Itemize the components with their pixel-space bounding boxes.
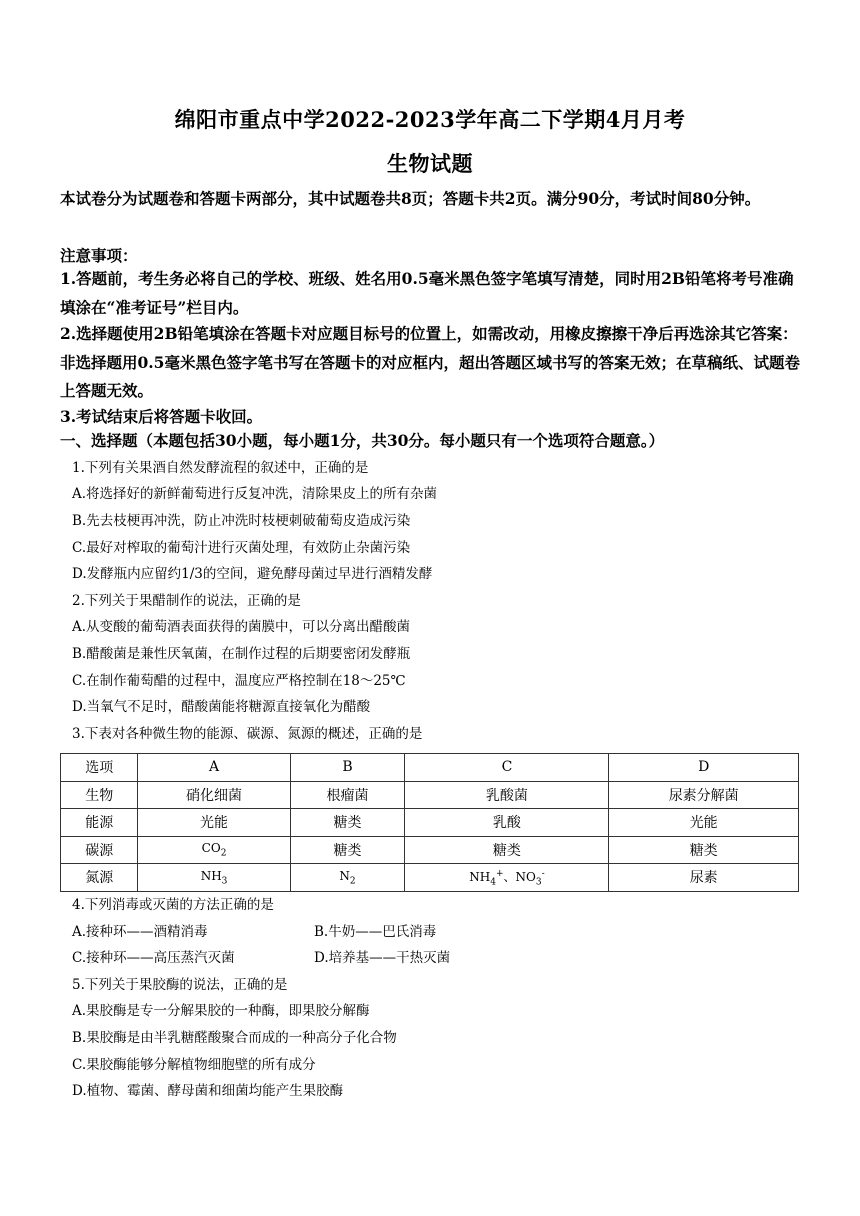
note-2: 2.选择题使用2B铅笔填涂在答题卡对应题目标号的位置上，如需改动，用橡皮擦擦干净后再选涂其它答案：非选择题用0.5毫米黑色签字笔书写在答题卡的对应框内，超出答题区域书写的答案无效；在草稿纸、试题卷上答题无效。 (60, 324, 800, 400)
question-2-stem: 2.下列关于果醋制作的说法，正确的是 (72, 593, 301, 609)
table-row (61, 754, 799, 782)
question-5-option-d: D.植物、霉菌、酵母菌和细菌均能产生果胶酶 (72, 1083, 344, 1099)
table-cell: 糖类 (405, 836, 609, 864)
formula-text: CO (201, 841, 221, 856)
question-2-option-c: C.在制作葡萄醋的过程中，温度应严格控制在18～25℃ (72, 673, 406, 689)
table-cell: 选项 (61, 754, 138, 782)
exam-title: 绵阳市重点中学2022-2023学年高二下学期4月月考 (174, 107, 686, 132)
question-4-option-c: C.接种环——高压蒸汽灭菌 (72, 950, 235, 966)
table-cell: B (290, 754, 405, 782)
formula-superscript: - (541, 868, 545, 879)
question-4-option-a: A.接种环——酒精消毒 (72, 924, 208, 940)
question-1-option-a: A.将选择好的新鲜葡萄进行反复冲洗，清除果皮上的所有杂菌 (72, 486, 438, 502)
formula-subscript: 3 (221, 875, 228, 886)
formula-subscript: 4 (490, 876, 496, 887)
table-row (61, 864, 799, 892)
question-5-option-b: B.果胶酶是由半乳糖醛酸聚合而成的一种高分子化合物 (72, 1030, 397, 1046)
question-1-option-b: B.先去枝梗再冲洗，防止冲洗时枝梗刺破葡萄皮造成污染 (72, 513, 411, 529)
notes-heading: 注意事项： (60, 246, 138, 265)
table-cell: 乳酸 (405, 809, 609, 837)
question-1-option-d: D.发酵瓶内应留约1/3的空间，避免酵母菌过早进行酒精发酵 (72, 566, 433, 582)
exam-subtitle: 生物试题 (387, 151, 473, 176)
question-3-stem: 3.下表对各种微生物的能源、碳源、氮源的概述，正确的是 (72, 726, 423, 742)
table-row (61, 809, 799, 837)
table-cell: 糖类 (290, 809, 405, 837)
question-2-option-b: B.醋酸菌是兼性厌氧菌，在制作过程的后期要密闭发酵瓶 (72, 646, 411, 662)
table-cell (290, 864, 405, 892)
section-heading: 一、选择题（本题包括30小题，每小题1分，共30分。每小题只有一个选项符合题意。） (60, 431, 665, 450)
formula-text: NH (200, 868, 222, 883)
formula-text: N (339, 868, 350, 883)
question-5-stem: 5.下列关于果胶酶的说法，正确的是 (72, 977, 288, 993)
question-2-option-a: A.从变酸的葡萄酒表面获得的菌膜中，可以分离出醋酸菌 (72, 619, 411, 635)
table-cell: 光能 (138, 809, 290, 837)
question-5-option-a: A.果胶酶是专一分解果胶的一种酶，即果胶分解酶 (72, 1003, 370, 1019)
formula-subscript: 3 (535, 876, 542, 887)
table-cell (138, 864, 290, 892)
question-4-stem: 4.下列消毒或灭菌的方法正确的是 (72, 897, 274, 913)
table-cell: 硝化细菌 (138, 781, 290, 809)
table-cell (138, 836, 290, 864)
table-cell: 光能 (609, 809, 799, 837)
question-4-option-b: B.牛奶——巴氏消毒 (314, 924, 437, 940)
table-row (61, 836, 799, 864)
table-cell: 乳酸菌 (405, 781, 609, 809)
table-cell: 尿素 (609, 864, 799, 892)
question-5-option-c: C.果胶酶能够分解植物细胞壁的所有成分 (72, 1057, 316, 1073)
table-cell: C (405, 754, 609, 782)
table-cell: 根瘤菌 (290, 781, 405, 809)
table-cell: D (609, 754, 799, 782)
table-cell: 氮源 (61, 864, 138, 892)
note-1: 1.答题前，考生务必将自己的学校、班级、姓名用0.5毫米黑色签字笔填写清楚，同时用2B铅笔将考号准确填涂在“准考证号”栏目内。 (60, 269, 794, 317)
table-cell: 糖类 (609, 836, 799, 864)
table-row (61, 781, 799, 809)
question-1-option-c: C.最好对榨取的葡萄汁进行灭菌处理，有效防止杂菌污染 (72, 540, 411, 556)
formula-text: NH (469, 869, 491, 884)
question-1-stem: 1.下列有关果酒自然发酵流程的叙述中，正确的是 (72, 460, 369, 476)
note-3: 3.考试结束后将答题卡收回。 (60, 407, 263, 426)
question-3-table (60, 753, 799, 892)
table-cell: 尿素分解菌 (609, 781, 799, 809)
table-cell: 糖类 (290, 836, 405, 864)
formula-superscript: + (495, 868, 504, 879)
formula-text: 、NO (503, 869, 536, 884)
table-cell: A (138, 754, 290, 782)
table-cell (405, 864, 609, 892)
intro-paragraph: 本试卷分为试题卷和答题卡两部分，其中试题卷共8页；答题卡共2页。满分90分，考试时间80分钟。 (60, 189, 761, 208)
question-4-option-d: D.培养基——干热灭菌 (314, 950, 451, 966)
formula-subscript: 2 (349, 875, 356, 886)
table-cell: 生物 (61, 781, 138, 809)
question-2-option-d: D.当氧气不足时，醋酸菌能将糖源直接氧化为醋酸 (72, 699, 371, 715)
table-cell: 碳源 (61, 836, 138, 864)
table-cell: 能源 (61, 809, 138, 837)
formula-subscript: 2 (220, 848, 227, 859)
